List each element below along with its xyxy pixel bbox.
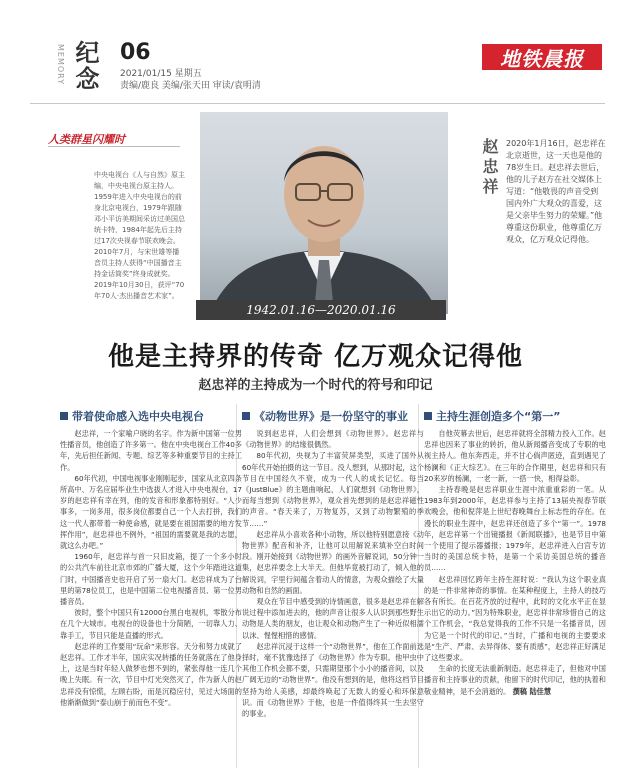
column-heading: 《动物世界》是一份坚守的事业 (242, 408, 424, 424)
header-divider (30, 103, 605, 104)
article-column-3 (424, 408, 606, 768)
section-label-cn: 纪念 (71, 40, 99, 92)
paragraph: 80年代初，央视为了丰富荧屏类型，买进了国外从60年代开始拍摄的这一节目。没人想到，从那时起，这个节目在中国经久不衰，成为一代人的成长记忆。每当《JustBlue》的主题曲响起，人们就想到《动物世界》，而每当想到《动物世界》，观众首先想到的是赵忠祥磁性的声音。“春天来了，万物复苏，又到了动物繁殖的季节……” (242, 451, 424, 528)
paragraph: 1960年，赵忠祥与首一只旧皮箱，提了一个多小时的公共汽车前往北京市郊的广播大厦，这个少年踏进这道门时，中国播音史也开启了另一扇大门。赵忠祥成为了台里的第78位员工，也是中国第二位电视播音员、第一位男播音员。 (60, 552, 242, 607)
byline: 撰稿 陆佳慧 (512, 686, 552, 696)
paragraph: 生命的长度无法重新制造。赵忠祥走了，但他对中国播音和主持事业的贡献，他留下的时代印记，他的执着和敬业精神，是不会消逝的。 撰稿 陆佳慧 (424, 664, 606, 696)
name-vertical: 赵忠祥 (480, 138, 499, 198)
side-tag-rule (48, 146, 180, 147)
paragraph: 赵忠祥沉浸于这样一个“动物世界”，他在工作面前选择时，毫不犹豫选择了《动物世界》作为专职。他甲虫中其他工作机会都不要，只需期望那个小小的播音间，以及广阔无边的“动物世界”。他没有想到的是，他将这档节目坚持为给人美感，却最终唤起了无数人的爱心和环保意识。而《动物世界》于他，也是一件值得终其一生去坚守的事业。 (242, 641, 424, 719)
paragraph: 60年代初，中国电视事业刚刚起步，国家从北京四条所高中、万名应届毕业生中选拔人才进入中央电视台，17岁的赵忠祥有幸在列，他的发音和形象都特别好。“人少事多，一岗多用，很多岗位都要自己一个人去打拼，我们这一代人都带着一种使命感，就是要在祖国需要的地方发挥作用”，赵忠祥也不例外，“祖国的需要就是我的志愿，就这么办吧。” (60, 473, 242, 551)
section-label-en: MEMORY (56, 44, 65, 86)
newspaper-masthead: 地铁晨报 (482, 44, 602, 70)
square-bullet-icon (242, 412, 250, 420)
page-number: 06 (120, 40, 151, 65)
paragraph: 彼时，整个中国只有12000台黑白电视机，零散分布在几个大城市。电视台的设备也十分简陋，一切靠人力、靠手工，节目只能是直播的形式。 (60, 608, 242, 640)
side-tag-text: 人类群星闪耀时 (48, 133, 125, 146)
side-tag (48, 128, 125, 147)
article-column-2 (242, 408, 424, 768)
intro-quote: 2020年1月16日，赵忠祥在北京逝世，这一天也是他的78岁生日。赵忠祥去世后，他的儿子赵方在社交媒体上写道：“他敬畏的声音受到国内外广大观众的喜爱，这是父亲毕生努力的荣耀。”他尊重这份职业，他尊重亿万观众，亿万观众记得他。 (506, 139, 606, 244)
subheadline: 赵忠祥的主持成为一个时代的符号和印记 (198, 378, 433, 393)
date-line: 2021/01/15 星期五 (120, 69, 202, 79)
headline: 他是主持界的传奇 亿万观众记得他 (107, 342, 524, 372)
column-body (424, 428, 606, 697)
column-heading: 主持生涯创造多个“第一” (424, 408, 606, 424)
bio-text: 中央电视台《人与自然》原主编，中央电视台原主持人。1959年进入中央电视台的前身北京电视台，1979年跟随邓小平访美期间采访过美国总统卡特，1984年起先后主持过17次央视春节联欢晚会。2010年7月，与宋世雄等播音员主持人获得“中国播音主持金话筒奖”终身成就奖。2019年10月30日，获评“70年70人·杰出播音艺术家”。 (94, 171, 185, 300)
square-bullet-icon (424, 412, 432, 420)
paragraph: 自他荧幕去世后，赵忠祥就将全部精力投入工作。赵忠祥也因来了事业的转折，他从新闻播音变成了专职的电视主持人。他东奔西走，并不甘心倘声匿迹，直到遇见了杨澜和《正大综艺》。在三年的合作期里，赵忠祥和只有20来岁的杨澜，一老一新，一搭一快，相得益彰。 (424, 429, 606, 483)
column-body (60, 428, 242, 708)
article-column-1 (60, 408, 242, 768)
square-bullet-icon (60, 412, 68, 420)
paragraph: 赵忠祥，一个家喻户晓的名字。作为新中国第一位男性播音员，他创造了许多第一。他在中央电视台工作40多年，先后担任新闻、专题、综艺等多种重要节目的主持工作。 (60, 429, 242, 472)
portrait-illustration (200, 112, 448, 314)
paragraph: 赵忠祥从小喜欢各种小动物，所以他特别愿意接《动物世界》配音和补齐，让他可以用解说来填补空白时间段。刚开始接到《动物世界》的画外音解说词，50分钟一集，赵忠祥要念上大半天。但他毕竟被打动了，倾入他的解说词，字里行间蕴含着动人的情意，为观众描绘了大量动物和自然的画面。 (242, 529, 424, 595)
staff-line: 责编/鹿良 美编/张天田 审读/袁明清 (120, 81, 261, 91)
paragraph: 观众在节目中感受到的诗情画意，很多是赵忠祥在解说过程中添加进去的，他的声音让很多人认识到那些野生动物是人类的朋友，也让观众和动物产生了一种近似相濡以沫、惺惺相惜的感情。 (242, 597, 424, 640)
paragraph: 赵忠祥的工作要用“玩命”来形容。天分和努力成就了赵忠祥。工作才半年，国庆实况转播的任务就落在了他身上，这是当时年轻人做梦也想不到的，紧张得他一连几个晚上失眠。有一次，节目中灯光突然灭了，作为新人的赵忠祥没有惊慌，左顾右盼，而是沉稳应付，见过大场面的他渐渐做到“泰山崩于前而色不变”。 (60, 641, 242, 707)
paragraph: 说到赵忠祥，人们会想到《动物世界》。赵忠祥与《动物世界》的结缘很偶然。 (242, 429, 424, 450)
paragraph: 主持春晚是赵忠祥职业生涯中浓重重彩的一笔。从1983年到2000年，赵忠祥参与主持了13届央视春节联欢晚会，他和倪萍是上世纪春晚舞台上标志性的存在。在漫长的职业生涯中，赵忠祥还创造了多个“第一”。1978年，赵忠祥第一个出镜播报《新闻联播》，也是节目中第一个使用了提示器播报；1979年，赵忠祥进入白宫专访当时的美国总统卡特，是第一个采访美国总统的播音员…… (424, 485, 606, 573)
portrait-photo (200, 112, 448, 314)
paragraph: 赵忠祥回忆跨年主持生涯时说：“我认为这个职业真的是一件非常神奇的事情。在某种程度上，主持人的技巧各有所长。在百花齐放的过程中，此时的文化水平正在显示出它的动力。”因为特殊职业，赵忠祥非常珍惜自己的这个工作机会，“我总觉得我的工作不只是一名播音员，因为它是一个时代的印记。”当时，广播和电视的主要要求是“生产、严肃、去异得体、要有质感”，赵忠祥正好满足了这些要求。 (424, 574, 606, 663)
life-dates-banner: 1942.01.16—2020.01.16 (196, 300, 446, 320)
section-label (56, 40, 112, 98)
column-heading: 带着使命感入选中央电视台 (60, 408, 242, 424)
column-body (242, 428, 424, 719)
